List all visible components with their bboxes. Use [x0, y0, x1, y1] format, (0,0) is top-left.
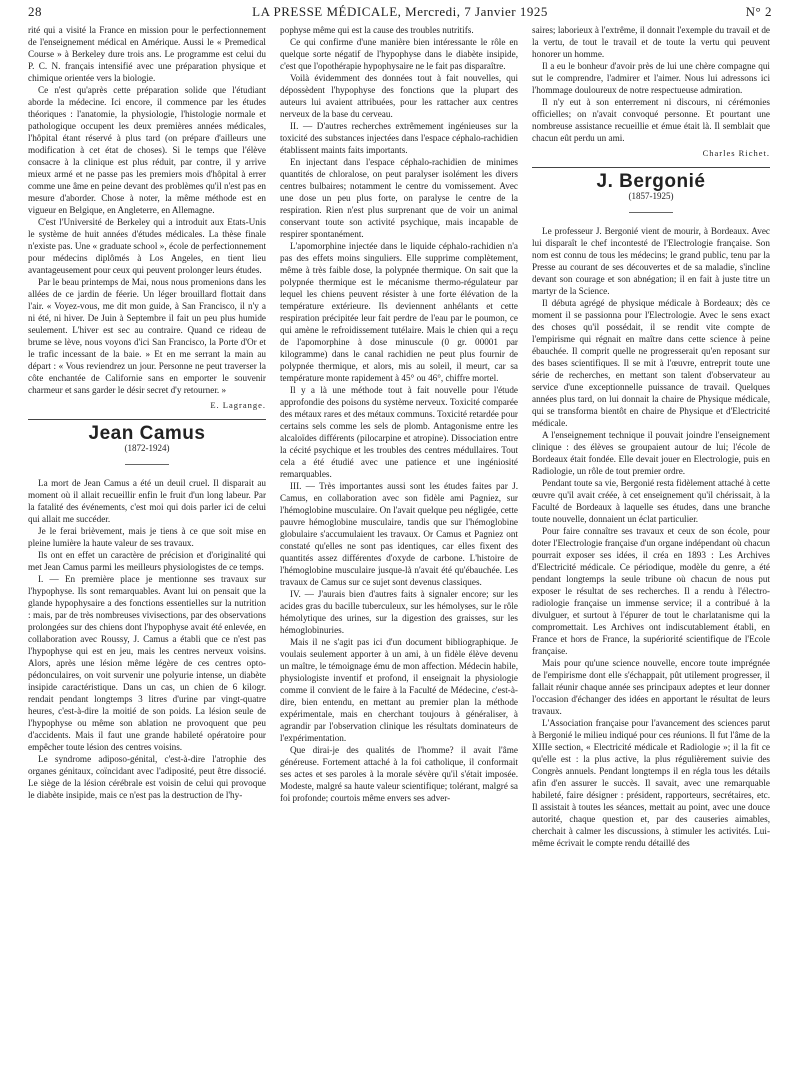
article-dates: (1857-1925) [628, 191, 674, 201]
paragraph: rité qui a visité la France en mission pour le perfectionnement de l'enseignement médical en Amérique. Aussi le « Premedical Course » à Berkeley dure trois ans. Le programme est celui du P. C. N. français intensifié avec une préparation physique et chimique orientée vers la biologie. [28, 25, 266, 83]
running-title: LA PRESSE MÉDICALE, Mercredi, 7 Janvier 1925 [252, 4, 548, 19]
column-3 [532, 24, 770, 849]
paragraph: Il n'y eut à son enterrement ni discours, ni cérémonies officielles; on n'avait convoqué personne. Et pourtant une nombreuse assistance recueillie et émue était là. Il semblait que chacun eût perdu un ami. [532, 97, 770, 143]
divider [125, 464, 169, 465]
author-signature: E. Lagrange. [210, 400, 266, 410]
paragraph: pophyse même qui est la cause des troubles nutritifs. [280, 25, 474, 35]
paragraph: Ce n'est qu'après cette préparation solide que l'étudiant aborde la médecine. Ici encore, il commence par les études théoriques : l'anatomie, la physiologie, l'histologie normale et pathologique occupent les deux premières années médicales, l'hôpital étant réservé à plus tard (on prépare d'ailleurs une modification à cet état de choses). Si le temps que l'élève consacre à la clinique est plus réduit, par contre, il y arrive mieux armé et ne passe pas les premiers mois d'hôpital à errer comme une âme en peine devant des problèmes qu'il n'est pas en mesure d'aborder. Chose à noter, la même méthode est en vigueur en Belgique, en Angleterre, en Allemagne. [28, 85, 266, 215]
paragraph: C'est l'Université de Berkeley qui a introduit aux Etats-Unis le système de huit années d'études médicales. La thèse finale n'existe pas. Une « graduate school », école de perfectionnement pour médecins diplômés à Los Angeles, en tient lieu avantageusement pour ceux qui peuvent prolonger leurs études. [28, 217, 266, 275]
article-dates: (1872-1924) [124, 443, 170, 453]
running-header [28, 4, 772, 20]
issue-number: N° 2 [745, 4, 772, 19]
paragraph: I. — En première place je mentionne ses travaux sur l'hypophyse. Ils sont remarquables. Avant lui on pensait que la glande hypophysaire a des fonctions essentielles sur la nutrition : mais, par de très nombreuses vivisections, par des observations prolongées sur des chiens dont l'hypophyse avait été enlevée, en collaboration avec Roussy, J. Camus a établi que ce n'est pas l'hypophyse qui est en jeu, mais les centres nerveux voisins. Alors, après une lésion même légère de ces centres opto-pédonculaires, on voit survenir une polyurie intense, un diabète insipide caractéristique. Dans un cas, un chien de 6 kilogr. rendait pendant longtemps 3 litres d'urine par vingt-quatre heures, c'est-à-dire la moitié de son poids. La lésion seule de l'hypophyse ou même son ablation ne provoquent que peu d'accidents. Mais il faut une grande habileté opératoire pour empêcher toute lésion des centres voisins. [28, 574, 266, 752]
paragraph: La mort de Jean Camus a été un deuil cruel. Il disparait au moment où il allait recueillir enfin le fruit d'un long labeur. Par la fatalité des événements, c'est moi qui dois parler ici de celui qui allait me succéder. [28, 478, 266, 524]
divider [532, 167, 770, 168]
paragraph: Il y a là une méthode tout à fait nouvelle pour l'étude approfondie des poisons du système nerveux. Toxicité comparée des métaux rares et des métaux communs. Toxicité retardée pour certains sels comme les sels de plomb. Antagonisme entre les alcaloïdes différents (pilocarpine et atropine). Dissociation entre la cécité psychique et les troubles des centres médullaires. Tout cela a été étudié avec une patience et une ingéniosité remarquables. [280, 385, 518, 479]
paragraph: Le syndrome adiposo-génital, c'est-à-dire l'atrophie des organes génitaux, coïncidant avec l'adiposité, peut être dissocié. Le siège de la lésion cérébrale est voisin de celui qui provoque le diabète insipide, mais ce n'est pas la destruction de l'hy- [28, 754, 266, 800]
paragraph: L'Association française pour l'avancement des sciences parut à Bergonié le milieu indiqué pour ces réunions. Il fut l'âme de la XIIIe section, « Electricité médicale et Radiologie »; il la fit ce qu'elle est : la plus active, la plus régulièrement suivie des Congrès annuels. Pendant longtemps il en régla tous les détails afin d'en assurer le succès. Il savait, avec une remarquable habileté, faire désigner : président, rapporteurs, secrétaires, etc. Il assistait à toutes les séances, mettait au point, avec une douce autorité, chaque question et, par des causeries aimables, cherchait à calmer les discussions, à stimuler les activités. Lui-même écrivait le compte rendu détaillé des [532, 718, 770, 848]
column-2 [280, 24, 518, 804]
article-title: Jean Camus [88, 423, 206, 444]
author-signature: Charles Richet. [702, 148, 770, 158]
divider [629, 212, 673, 213]
paragraph: Ils ont en effet un caractère de précision et d'originalité qui met Jean Camus parmi les meilleurs physiologistes de ce temps. [28, 550, 266, 572]
page-number: 28 [28, 4, 42, 19]
paragraph: Que dirai-je des qualités de l'homme? il avait l'âme généreuse. Fortement attaché à la foi catholique, il conformait ses actes et ses paroles à la morale sévère qu'il s'était imposée. Modeste, malgré sa haute valeur scientifique; tolérant, malgré sa foi profonde; courtois même envers ses adver- [280, 745, 518, 803]
paragraph: saires; laborieux à l'extrême, il donnait l'exemple du travail et de la vertu, de tout le travail et de toute la vertu qui peuvent honorer un homme. [532, 25, 770, 59]
divider [28, 419, 266, 420]
paragraph: IV. — J'aurais bien d'autres faits à signaler encore; sur les acides gras du bacille tuberculeux, sur les hémolyses, sur le rôle hémolytique des urines, sur la digestion des graisses, sur les hémoglobinuries. [280, 589, 518, 635]
paragraph: Mais pour qu'une science nouvelle, encore toute imprégnée de l'empirisme dont elle s'échappait, pût utilement progresser, il fallait réunir chaque année ses principaux adeptes et leur donner l'occasion d'échanger des idées en apportant le résultat de leurs travaux. [532, 658, 770, 716]
paragraph: Mais il ne s'agit pas ici d'un document bibliographique. Je voulais seulement apporter à un ami, à un fidèle élève devenu un maître, le témoignage ému de mon affection. Médecin habile, physiologiste inventif et profond, il enseignait la physiologie comme il convient de le faire à la Faculté de Médecine, c'est-à-dire, bien entendu, en mettant au premier plan la méthode expérimentale, mais en cherchant toujours à généraliser, à agrandir par l'observation clinique les résultats dominateurs de l'expérimentation. [280, 637, 518, 743]
paragraph: Je le ferai brièvement, mais je tiens à ce que soit mise en pleine lumière la haute valeur de ses travaux. [28, 526, 266, 548]
paragraph: Pendant toute sa vie, Bergonié resta fidèlement attaché à cette œuvre qu'il avait créée, à cet enseignement qu'il chérissait, à la Faculté de Bordeaux à laquelle ses études, dans une branche toute nouvelle, donnaient un éclat particulier. [532, 478, 770, 524]
paragraph: Le professeur J. Bergonié vient de mourir, à Bordeaux. Avec lui disparaît le chef incontesté de l'Electrologie française. Son nom est connu de tous les médecins; le grand public, tenu par la Presse au courant de ses découvertes et de sa maladie, s'incline devant son courage et son abnégation; il en fait à juste titre un martyr de la Science. [532, 226, 770, 296]
paragraph: Pour faire connaître ses travaux et ceux de son école, pour doter l'Electrologie française d'un organe indépendant où chacun pourrait exposer ses idées, il créa en 1893 : Les Archives d'Electricité médicale. Ce périodique, modèle du genre, a été pendant longtemps la seule tribune où chacun de nous put exposer le résultat de ses recherches. Il a rendu à l'électro-radiologie française un immense service; il a contribué à la divulguer, et surtout à l'épurer de tout le charlatanisme qui la compromettait. Les Archives ont indiscutablement établi, en France et hors de France, la supériorité scientifique de l'Ecole française. [532, 526, 770, 656]
column-1 [28, 24, 266, 801]
paragraph: Il a eu le bonheur d'avoir près de lui une chère compagne qui sut le comprendre, l'admirer et l'aimer. Nous lui adressons ici l'hommage douloureux de notre respectueuse admiration. [532, 61, 770, 95]
paragraph: Il débuta agrégé de physique médicale à Bordeaux; dès ce moment il se passionna pour l'Electrologie. Avec le sens exact des choses qu'il possédait, il se rendit vite compte de l'empirisme qui régnait en maître dans cette science à peine ébauchée. Il comprit quelle ne progresserait qu'en reposant sur des bases scientifiques. Il se mit à l'œuvre, entreprit toute une série de recherches, en mettant son talent d'observateur au service d'une exceptionnelle puissance de travail. Quelques années plus tard, on lui donnait la chaire de Physique médicale, qui se transforma bientôt en chaire de Physique et d'Electricité médicale. [532, 298, 770, 428]
paragraph: III. — Très importantes aussi sont les études faites par J. Camus, en collaboration avec son fidèle ami Pagniez, sur l'hémoglobine musculaire. On l'avait quelque peu négligée, cette pauvre hémoglobine musculaire, tandis que sur l'hémoglobine globulaire s'accumulaient les travaux. Or Camus et Pagniez ont constaté qu'elles ne sont pas identiques, car elles fixent des quantités assez différentes d'oxyde de carbone. L'histoire de l'hémoglobine musculaire jusque-là n'avait été qu'ébauchée. Les travaux de Camus sur ce sujet sont devenus classiques. [280, 481, 518, 587]
paragraph: Par le beau printemps de Mai, nous nous promenions dans les allées de ce jardin de féerie. Un léger brouillard flottait dans l'air. « Voyez-vous, me dit mon guide, à San Francisco, il n'y a ni été, ni hiver. De Juin à Septembre il fait un peu plus humide seulement. L'hiver est sec au contraire. Quand ce rideau de brume se lève, nous voyons d'ici San Francisco, la Porte d'Or et le trafic incessant de la baie. » Et en me serrant la main au départ : « Vous reviendrez un jour. Personne ne peut traverser la côte enchantée de Californie sans en emporter le souvenir charmeur et sans garder le désir secret d'y retourner. » [28, 277, 266, 395]
paragraph: A l'enseignement technique il pouvait joindre l'enseignement clinique : des élèves se groupaient autour de lui; l'école de Bordeaux était fondée. Elle devait jouer en Electrologie, puis en Radiologie, un rôle de tout premier ordre. [532, 430, 770, 476]
paragraph: L'apomorphine injectée dans le liquide céphalo-rachidien n'a pas des effets moins singuliers. Elle supprime complètement, même à très faible dose, la polypnée thermique. On sait que la polypnée thermique est le mécanisme thermo-régulateur par lequel les chiens peuvent résister à une forte élévation de la température extérieure. Ils deviennent anhélants et cette respiration précipitée leur fait perdre de l'eau par le poumon, ce qui amène le refroidissement tutélaire. Mais le chien qui a reçu de l'apomorphine à dose minuscule (0 gr. 00001 par kilogramme) dans le canal rachidien ne peut plus fournir de polypnée thermique, et alors, mis au soleil, il meurt, car sa température monte rapidement à 45° ou 46°, chiffre mortel. [280, 241, 518, 383]
paragraph: Ce qui confirme d'une manière bien intéressante le rôle en quelque sorte négatif de l'hypophyse dans le diabète insipide, c'est que l'opothérapie hypophysaire ne le fait pas disparaître. [280, 37, 518, 71]
paragraph: II. — D'autres recherches extrêmement ingénieuses sur la toxicité des substances injectées dans l'espace céphalo-rachidien établissent maints faits importants. [280, 121, 518, 155]
paragraph: Voilà évidemment des données tout à fait nouvelles, qui dépossèdent l'hypophyse des fonctions que la plupart des auteurs lui avaient attribuées, pour les rattacher aux centres nerveux de la base du cerveau. [280, 73, 518, 119]
article-title: J. Bergonié [596, 171, 706, 192]
paragraph: En injectant dans l'espace céphalo-rachidien de minimes quantités de chloralose, on peut paralyser isolément les divers centres bulbaires; notamment le centre du vomissement. Avec une dose un peu plus forte, on paralyse le centre de la respiration. Rien n'est plus surprenant que de voir un animal conservant toute son activité psychique, mais incapable de respirer spontanément. [280, 157, 518, 239]
